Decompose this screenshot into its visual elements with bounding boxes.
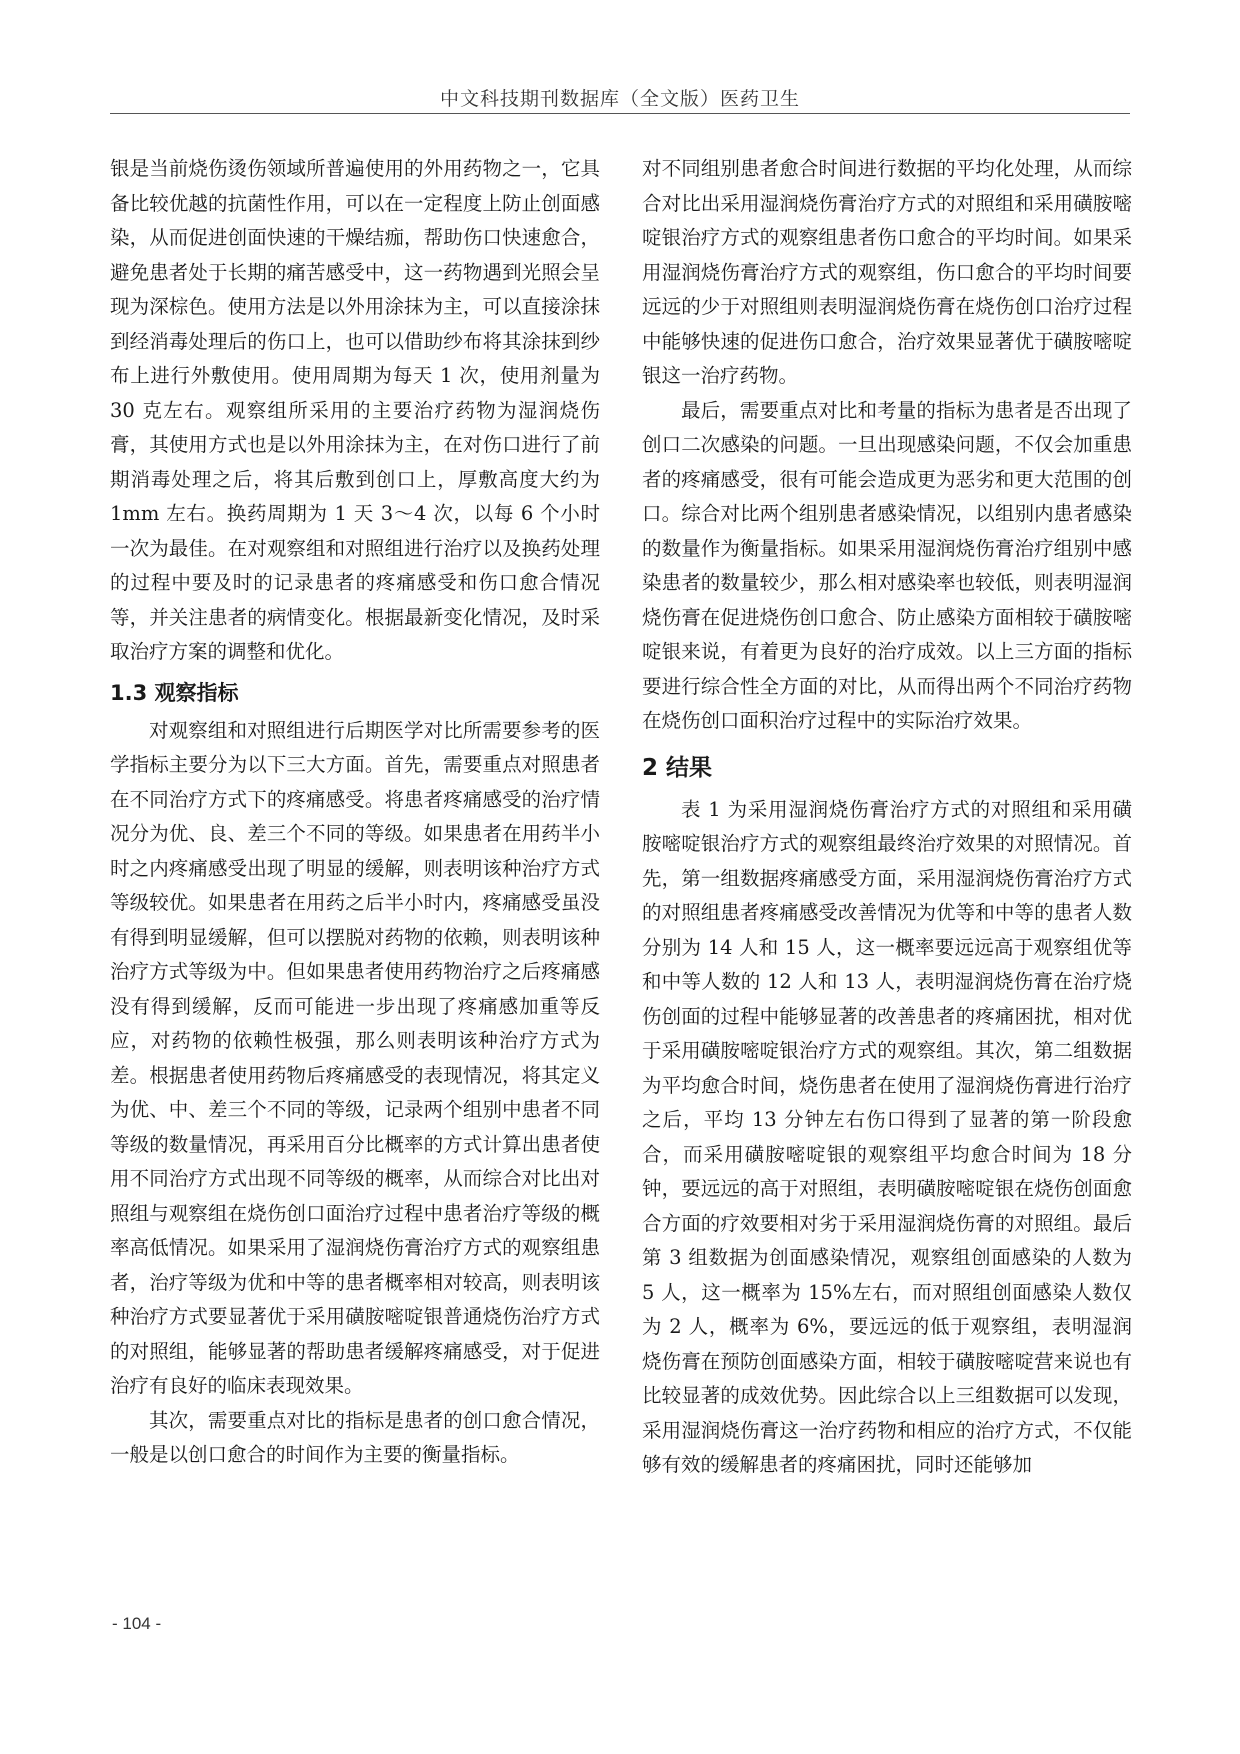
paragraph: 表 1 为采用湿润烧伤膏治疗方式的对照组和采用磺胺嘧啶银治疗方式的观察组最终治疗效果的对照情况。首先，第一组数据疼痛感受方面，采用湿润烧伤膏治疗方式的对照组患者疼痛感受改善情况为优等和中等的患者人数分别为 14 人和 15 人，这一概率要远远高于观察组优等和中等人数的 12 人和 13 人，表明湿润烧伤膏在治疗烧伤创面的过程中能够显著的改善患者的疼痛困扰，相对优于采用磺胺嘧啶银治疗方式的观察组。其次，第二组数据为平均愈合时间，烧伤患者在使用了湿润烧伤膏进行治疗之后，平均 13 分钟左右伤口得到了显著的第一阶段愈合，而采用磺胺嘧啶银的观察组平均愈合时间为 18 分钟，要远远的高于对照组，表明磺胺嘧啶银在烧伤创面愈合方面的疗效要相对劣于采用湿润烧伤膏的对照组。最后第 3 组数据为创面感染情况，观察组创面感染的人数为 5 人，这一概率为 15%左右，而对照组创面感染人数仅为 2 人，概率为 6%，要远远的低于观察组，表明湿润烧伤膏在预防创面感染方面，相较于磺胺嘧啶营来说也有比较显著的成效优势。因此综合以上三组数据可以发现，采用湿润烧伤膏这一治疗药物和相应的治疗方式，不仅能够有效的缓解患者的疼痛困扰，同时还能够加	[642, 797, 1132, 1476]
left-column	[110, 152, 600, 1473]
journal-header: 中文科技期刊数据库（全文版）医药卫生	[439, 88, 800, 110]
section-heading-observation: 1.3 观察指标	[110, 680, 239, 705]
right-column	[642, 152, 1132, 1483]
page-number: - 104 -	[112, 1614, 162, 1633]
paragraph: 对不同组别患者愈合时间进行数据的平均化处理，从而综合对比出采用湿润烧伤膏治疗方式的对照组和采用磺胺嘧啶银治疗方式的观察组患者伤口愈合的平均时间。如果采用湿润烧伤膏治疗方式的观察组，伤口愈合的平均时间要远远的少于对照组则表明湿润烧伤膏在烧伤创口治疗过程中能够快速的促进伤口愈合，治疗效果显著优于磺胺嘧啶银这一治疗药物。	[642, 157, 1132, 387]
paragraph: 最后，需要重点对比和考量的指标为患者是否出现了创口二次感染的问题。一旦出现感染问题，不仅会加重患者的疼痛感受，很有可能会造成更为恶劣和更大范围的创口。综合对比两个组别患者感染情况，以组别内患者感染的数量作为衡量指标。如果采用湿润烧伤膏治疗组别中感染患者的数量较少，那么相对感染率也较低，则表明湿润烧伤膏在促进烧伤创口愈合、防止感染方面相较于磺胺嘧啶银来说，有着更为良好的治疗成效。以上三方面的指标要进行综合性全方面的对比，从而得出两个不同治疗药物在烧伤创口面积治疗过程中的实际治疗效果。	[642, 398, 1132, 732]
paragraph: 银是当前烧伤烫伤领域所普遍使用的外用药物之一，它具备比较优越的抗菌性作用，可以在一定程度上防止创面感染，从而促进创面快速的干燥结痂，帮助伤口快速愈合，避免患者处于长期的痛苦感受中，这一药物遇到光照会呈现为深棕色。使用方法是以外用涂抹为主，可以直接涂抹到经消毒处理后的伤口上，也可以借助纱布将其涂抹到纱布上进行外敷使用。使用周期为每天 1 次，使用剂量为 30 克左右。观察组所采用的主要治疗药物为湿润烧伤膏，其使用方式也是以外用涂抹为主，在对伤口进行了前期消毒处理之后，将其后敷到创口上，厚敷高度大约为 1mm 左右。换药周期为 1 天 3～4 次，以每 6 个小时一次为最佳。在对观察组和对照组进行治疗以及换药处理的过程中要及时的记录患者的疼痛感受和伤口愈合情况等，并关注患者的病情变化。根据最新变化情况，及时采取治疗方案的调整和优化。	[110, 157, 600, 663]
header-divider	[110, 113, 1130, 114]
section-heading-results: 2 结果	[642, 754, 713, 781]
paragraph: 其次，需要重点对比的指标是患者的创口愈合情况，一般是以创口愈合的时间作为主要的衡量指标。	[110, 1408, 600, 1466]
paragraph: 对观察组和对照组进行后期医学对比所需要参考的医学指标主要分为以下三大方面。首先，需要重点对照患者在不同治疗方式下的疼痛感受。将患者疼痛感受的治疗情况分为优、良、差三个不同的等级。如果患者在用药半小时之内疼痛感受出现了明显的缓解，则表明该种治疗方式等级较优。如果患者在用药之后半小时内，疼痛感受虽没有得到明显缓解，但可以摆脱对药物的依赖，则表明该种治疗方式等级为中。但如果患者使用药物治疗之后疼痛感没有得到缓解，反而可能进一步出现了疼痛感加重等反应，对药物的依赖性极强，那么则表明该种治疗方式为差。根据患者使用药物后疼痛感受的表现情况，将其定义为优、中、差三个不同的等级，记录两个组别中患者不同等级的数量情况，再采用百分比概率的方式计算出患者使用不同治疗方式出现不同等级的概率，从而综合对比出对照组与观察组在烧伤创口面治疗过程中患者治疗等级的概率高低情况。如果采用了湿润烧伤膏治疗方式的观察组患者，治疗等级为优和中等的患者概率相对较高，则表明该种治疗方式要显著优于采用磺胺嘧啶银普通烧伤治疗方式的对照组，能够显著的帮助患者缓解疼痛感受，对于促进治疗有良好的临床表现效果。	[110, 718, 600, 1397]
